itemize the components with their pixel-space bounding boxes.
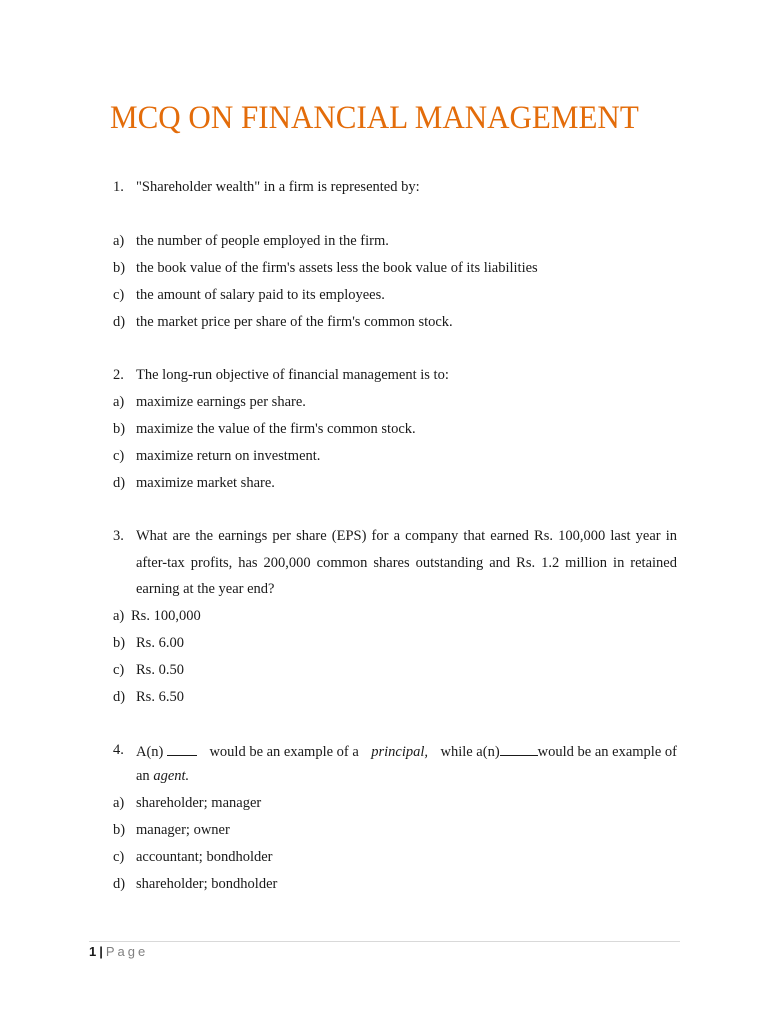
option-letter: c) [113,662,125,678]
footer-divider [89,941,680,942]
option-text: the book value of the firm's assets less the book value of its liabilities [136,260,538,276]
q4-italic-principal: principal, [371,744,429,760]
option-letter: d) [113,314,126,330]
page-footer [89,944,148,959]
page-title: MCQ ON FINANCIAL MANAGEMENT [110,100,639,136]
option-letter: a) [113,608,125,624]
page-label: Page [105,944,149,959]
q4-text-an: A(n) [136,744,164,760]
option-letter: d) [113,475,126,491]
question-text: The long-run objective of financial management is to: [136,367,449,383]
option-text: maximize return on investment. [136,448,321,464]
question-text: "Shareholder wealth" in a firm is represented by: [136,179,420,195]
question-number: 2. [113,367,124,383]
option-letter: c) [113,849,125,865]
option-letter: c) [113,448,125,464]
question-number: 3. [113,528,124,544]
question-text-line-2 [136,767,189,785]
question-text-line-2: after-tax profits, has 200,000 common shares outstanding and Rs. 1.2 million in retained [136,555,677,571]
option-letter: c) [113,287,125,303]
question-text-line-3: earning at the year end? [136,581,275,597]
q4-part-3 [440,741,677,761]
option-text: maximize the value of the firm's common stock. [136,421,416,437]
option-letter: b) [113,822,126,838]
footer-separator: | [99,944,103,959]
page-number: 1 [89,944,97,959]
question-number: 4. [113,742,124,758]
option-text: the market price per share of the firm's common stock. [136,314,453,330]
option-letter: d) [113,876,126,892]
question-text-line-1 [136,741,677,761]
option-text: maximize market share. [136,475,275,491]
q4-text-while: while a(n) [440,744,500,760]
option-letter: b) [113,421,126,437]
q4-part-1 [136,741,197,761]
option-text: Rs. 0.50 [136,662,184,678]
option-letter: b) [113,635,126,651]
q4-text-example-of: would be an example of [537,744,677,760]
q4-text-an-prefix: an [136,768,150,784]
answer-blank-1 [167,741,197,756]
option-text: manager; owner [136,822,230,838]
q4-italic-agent: agent. [153,768,190,784]
option-text: Rs. 100,000 [131,608,201,624]
option-letter: a) [113,394,125,410]
option-text: the amount of salary paid to its employees. [136,287,385,303]
option-text: the number of people employed in the firm. [136,233,389,249]
option-text: shareholder; bondholder [136,876,278,892]
option-letter: b) [113,260,126,276]
option-letter: d) [113,689,126,705]
q4-text-example: would be an example of a [209,744,359,760]
question-number: 1. [113,179,124,195]
option-text: Rs. 6.50 [136,689,184,705]
option-text: maximize earnings per share. [136,394,306,410]
answer-blank-2 [500,741,538,756]
option-text: accountant; bondholder [136,849,273,865]
question-text-line-1: What are the earnings per share (EPS) for a company that earned Rs. 100,000 last year in [136,528,677,544]
option-text: shareholder; manager [136,795,262,811]
option-text: Rs. 6.00 [136,635,184,651]
option-letter: a) [113,233,125,249]
option-letter: a) [113,795,125,811]
